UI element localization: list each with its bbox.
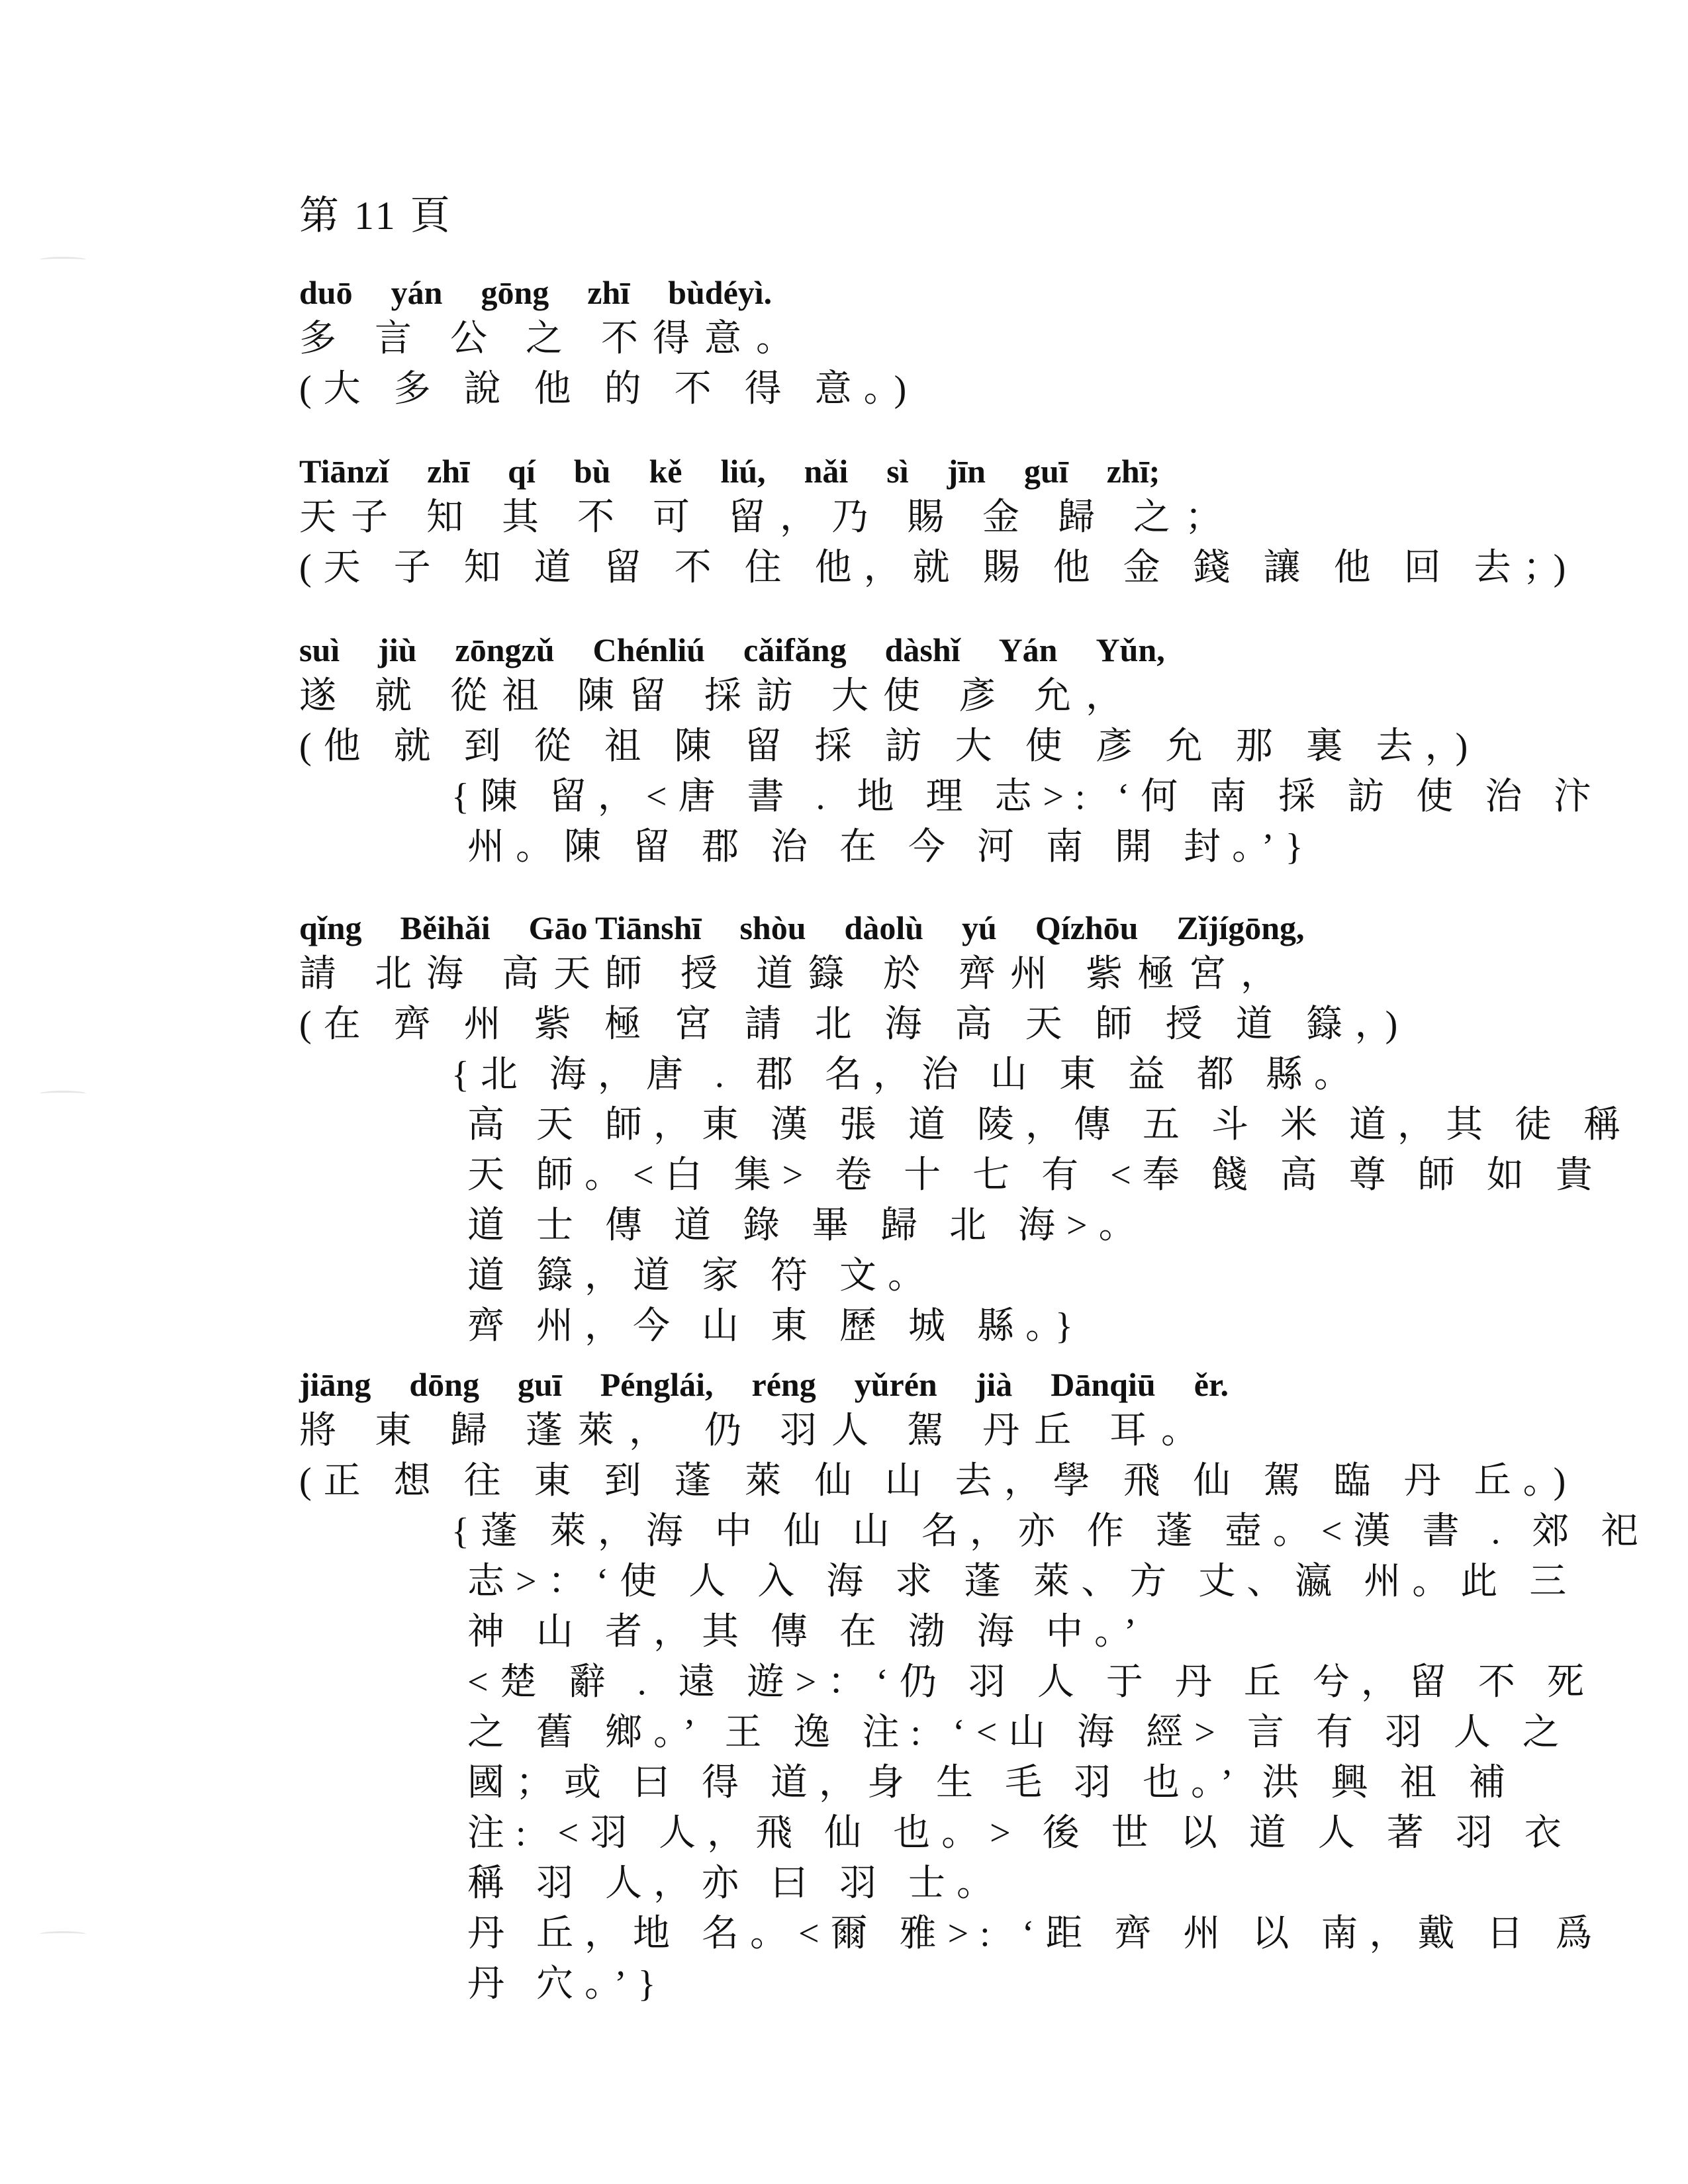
pinyin-line bbox=[299, 629, 1623, 671]
pinyin-word: bù bbox=[573, 453, 611, 490]
annotation-line: 國；或 曰 得 道，身 生 毛 羽 也。’ 洪 興 祖 補 bbox=[467, 1762, 1517, 1803]
pinyin-word: qí bbox=[508, 453, 536, 490]
annotation-line: <楚 辭 . 遠 遊>：‘仍 羽 人 于 丹 丘 兮，留 不 死 bbox=[467, 1662, 1595, 1703]
annotation-block bbox=[299, 1050, 1632, 1351]
pinyin-word: shòu bbox=[739, 909, 806, 946]
pinyin-word: guī bbox=[517, 1366, 562, 1403]
annotation-block bbox=[299, 772, 1623, 872]
pinyin-word: liú, bbox=[720, 453, 766, 490]
pinyin-word: dōng bbox=[409, 1366, 479, 1403]
pinyin-word: zhī bbox=[427, 453, 470, 490]
pinyin-word: jīn bbox=[947, 453, 986, 490]
pinyin-word: suì bbox=[299, 631, 340, 668]
annotation-line: 注: <羽 人，飛 仙 也。> 後 世 以 道 人 著 羽 衣 bbox=[467, 1813, 1573, 1854]
pinyin-word: Dānqiū bbox=[1051, 1366, 1156, 1403]
pinyin-word: Chénliú bbox=[592, 631, 706, 668]
annotation-line: 高 天 師，東 漢 張 道 陵，傳 五 斗 米 道，其 徒 稱 bbox=[467, 1105, 1632, 1146]
annotation-line: 道 籙，道 家 符 文。 bbox=[467, 1255, 936, 1297]
pinyin-word: nǎi bbox=[804, 453, 849, 490]
binder-hole-mark bbox=[40, 1931, 86, 1937]
pinyin-word: ěr. bbox=[1194, 1366, 1229, 1403]
pinyin-word: yán bbox=[391, 274, 443, 311]
annotation-line: 天 師。<白 集> 卷 十 七 有 <奉 餞 高 尊 師 如 貴 bbox=[467, 1155, 1604, 1196]
annotation-line: 志>：‘使 人 入 海 求 蓬 萊、方 丈、瀛 州。此 三 bbox=[467, 1561, 1578, 1602]
annotation-line: 丹 穴。’} bbox=[467, 1964, 667, 2005]
pinyin-word: jià bbox=[975, 1366, 1013, 1403]
pinyin-word: réng bbox=[751, 1366, 816, 1403]
verse-section bbox=[299, 271, 1623, 414]
chinese-line: 請 北海 高天師 授 道籙 於 齊州 紫極宮， bbox=[299, 954, 1292, 995]
pinyin-word: Běihǎi bbox=[400, 909, 491, 946]
pinyin-word: zhī bbox=[587, 274, 630, 311]
pinyin-line bbox=[299, 907, 1623, 949]
pinyin-word: jiāng bbox=[299, 1366, 371, 1403]
pinyin-word: cǎifǎng bbox=[743, 631, 847, 668]
pinyin-word: Qízhōu bbox=[1035, 909, 1139, 946]
pinyin-word: guī bbox=[1023, 453, 1068, 490]
pinyin-line bbox=[299, 271, 1623, 314]
translation-line: (大 多 說 他 的 不 得 意。) bbox=[299, 369, 919, 410]
translation-line: (他 就 到 從 祖 陳 留 採 訪 大 使 彥 允 那 裏 去，) bbox=[299, 726, 1480, 767]
pinyin-word: Zǐjígōng, bbox=[1176, 909, 1305, 946]
pinyin-word: jiù bbox=[378, 631, 417, 668]
translation-line: (在 齊 州 紫 極 宮 請 北 海 高 天 師 授 道 籙，) bbox=[299, 1004, 1410, 1045]
verse-section bbox=[299, 1363, 1650, 2009]
annotation-line: {陳 留，<唐 書 . 地 理 志>: ‘何 南 採 訪 使 治 汴 bbox=[451, 776, 1603, 817]
pinyin-word: yǔrén bbox=[854, 1366, 937, 1403]
verse-section bbox=[299, 450, 1623, 593]
pinyin-word: zōngzǔ bbox=[455, 631, 555, 668]
pinyin-word: gōng bbox=[481, 274, 549, 311]
pinyin-word: Pénglái, bbox=[600, 1366, 714, 1403]
annotation-line: 道 士 傳 道 錄 畢 歸 北 海>。 bbox=[467, 1205, 1147, 1246]
page-title: 第 11 頁 bbox=[299, 194, 453, 238]
verse-section bbox=[299, 629, 1623, 872]
pinyin-word: yú bbox=[962, 909, 997, 946]
annotation-line: {北 海，唐 . 郡 名，治 山 東 益 都 縣。 bbox=[451, 1054, 1362, 1095]
pinyin-word: sì bbox=[886, 453, 909, 490]
binder-hole-mark bbox=[40, 257, 86, 263]
pinyin-word: Gāo Tiānshī bbox=[528, 909, 702, 946]
pinyin-word: Tiānzǐ bbox=[299, 453, 389, 490]
pinyin-word: Yǔn, bbox=[1096, 631, 1165, 668]
chinese-line: 多 言 公 之 不得意。 bbox=[299, 318, 808, 359]
pinyin-word: duō bbox=[299, 274, 353, 311]
pinyin-word: Yán bbox=[998, 631, 1058, 668]
chinese-line: 將 東 歸 蓬萊， 仍 羽人 駕 丹丘 耳。 bbox=[299, 1410, 1213, 1451]
annotation-line: 齊 州，今 山 東 歷 城 縣。} bbox=[467, 1306, 1084, 1347]
annotation-line: {蓬 萊，海 中 仙 山 名，亦 作 蓬 壺。<漢 書 . 郊 祀 bbox=[451, 1511, 1650, 1552]
annotation-block bbox=[299, 1506, 1650, 2009]
binder-hole-mark bbox=[40, 1091, 86, 1097]
chinese-line: 遂 就 從祖 陳留 採訪 大使 彥 允， bbox=[299, 676, 1137, 717]
chinese-line: 天子 知 其 不 可 留，乃 賜 金 歸 之； bbox=[299, 497, 1237, 538]
annotation-line: 之 舊 鄉。’ 王 逸 注: ‘<山 海 經> 言 有 羽 人 之 bbox=[467, 1712, 1571, 1753]
pinyin-word: zhī; bbox=[1106, 453, 1160, 490]
annotation-line: 稱 羽 人，亦 曰 羽 士。 bbox=[467, 1863, 1005, 1904]
pinyin-line bbox=[299, 1363, 1623, 1406]
translation-line: (正 想 往 東 到 蓬 萊 仙 山 去，學 飛 仙 駕 臨 丹 丘。) bbox=[299, 1461, 1578, 1502]
translation-line: (天 子 知 道 留 不 住 他，就 賜 他 金 錢 讓 他 回 去；) bbox=[299, 547, 1578, 588]
annotation-line: 神 山 者，其 傳 在 渤 海 中。’ bbox=[467, 1612, 1148, 1653]
pinyin-word: bùdéyì. bbox=[668, 274, 773, 311]
pinyin-word: kě bbox=[649, 453, 682, 490]
verse-section bbox=[299, 907, 1632, 1351]
pinyin-line bbox=[299, 450, 1623, 492]
pinyin-word: dàolù bbox=[844, 909, 924, 946]
annotation-line: 州。陳 留 郡 治 在 今 河 南 開 封。’} bbox=[467, 827, 1315, 868]
pinyin-word: dàshǐ bbox=[884, 631, 961, 668]
pinyin-word: qǐng bbox=[299, 909, 362, 946]
annotation-line: 丹 丘，地 名。<爾 雅>: ‘距 齊 州 以 南，戴 日 爲 bbox=[467, 1913, 1604, 1954]
